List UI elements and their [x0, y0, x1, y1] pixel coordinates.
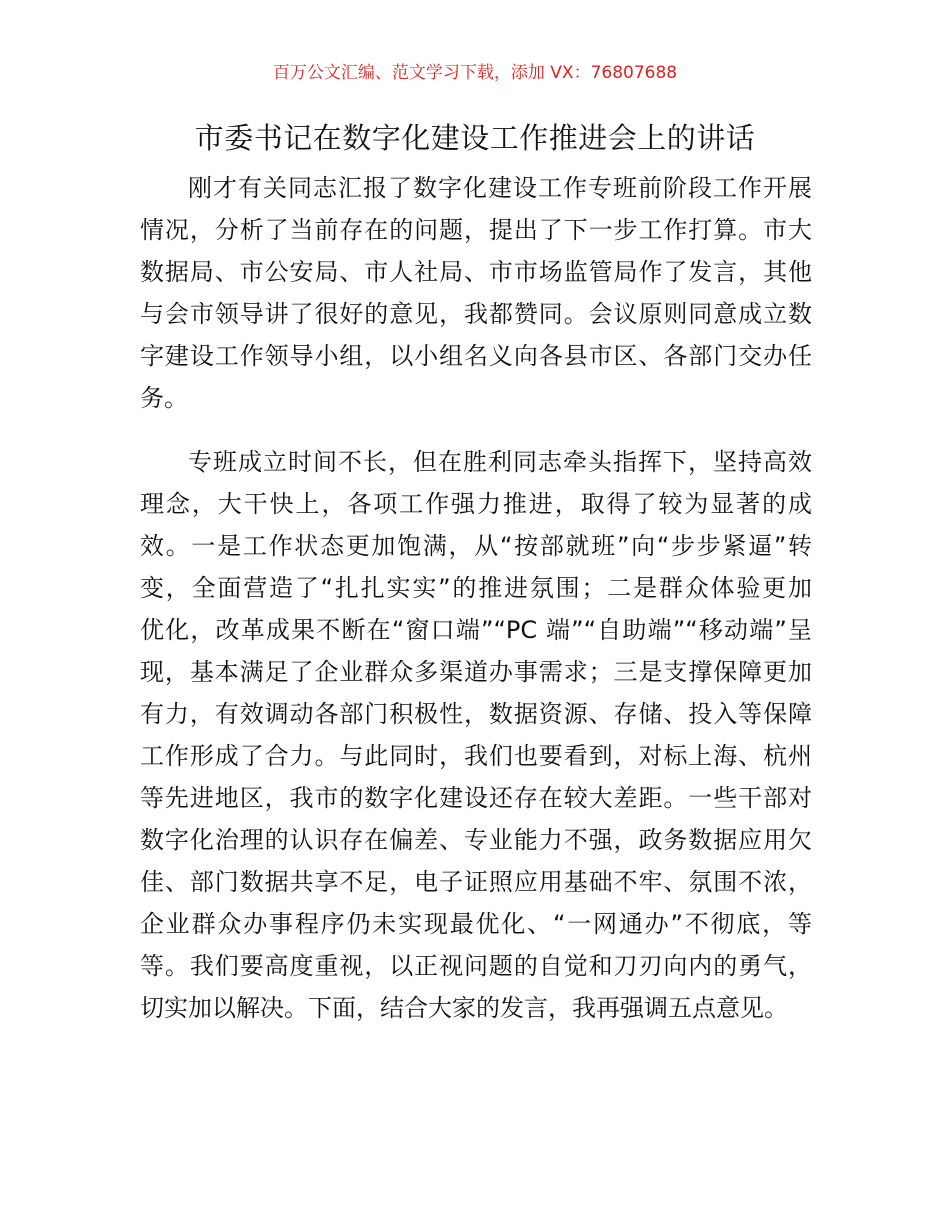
text-line: 专班成立时间不长，但在胜利同志牵头指挥下，坚持高效: [188, 448, 812, 476]
watermark-header: 百万公文汇编、范文学习下载，添加 VX：76807688: [272, 63, 678, 83]
text-line: 切实加以解决。下面，结合大家的发言，我再强调五点意见。: [140, 994, 788, 1022]
text-line: 变，全面营造了“扎扎实实”的推进氛围；二是群众体验更加: [140, 574, 812, 602]
document-title: 市委书记在数字化建设工作推进会上的讲话: [194, 121, 756, 155]
text-line: 理念，大干快上，各项工作强力推进，取得了较为显著的成: [140, 490, 812, 518]
text-line: 有力，有效调动各部门积极性，数据资源、存储、投入等保障: [140, 700, 812, 728]
paragraph-2: [140, 441, 812, 1029]
text-line: 情况，分析了当前存在的问题，提出了下一步工作打算。市大: [140, 216, 812, 244]
text-line: 等先进地区，我市的数字化建设还存在较大差距。一些干部对: [140, 784, 812, 812]
text-line: 效。一是工作状态更加饱满，从“按部就班”向“步步紧逼”转: [140, 532, 812, 560]
text-line: 工作形成了合力。与此同时，我们也要看到，对标上海、杭州: [140, 742, 812, 770]
text-line: 与会市领导讲了很好的意见，我都赞同。会议原则同意成立数: [140, 300, 812, 328]
paragraph-1: [140, 167, 812, 419]
text-line: 数字化治理的认识存在偏差、专业能力不强，政务数据应用欠: [140, 826, 812, 854]
text-line: 优化，改革成果不断在“窗口端”“PC 端”“自助端”“移动端”呈: [140, 616, 812, 644]
text-line: 现，基本满足了企业群众多渠道办事需求；三是支撑保障更加: [140, 658, 812, 686]
text-line: 字建设工作领导小组，以小组名义向各县市区、各部门交办任: [140, 342, 812, 370]
text-line: 佳、部门数据共享不足，电子证照应用基础不牢、氛围不浓，: [140, 868, 812, 896]
text-line: 等。我们要高度重视，以正视问题的自觉和刀刃向内的勇气，: [140, 952, 812, 980]
text-line: 数据局、市公安局、市人社局、市市场监管局作了发言，其他: [140, 258, 812, 286]
text-line: 刚才有关同志汇报了数字化建设工作专班前阶段工作开展: [188, 174, 812, 202]
text-line: 企业群众办事程序仍未实现最优化、“一网通办”不彻底，等: [140, 910, 812, 938]
text-line: 务。: [140, 384, 188, 412]
